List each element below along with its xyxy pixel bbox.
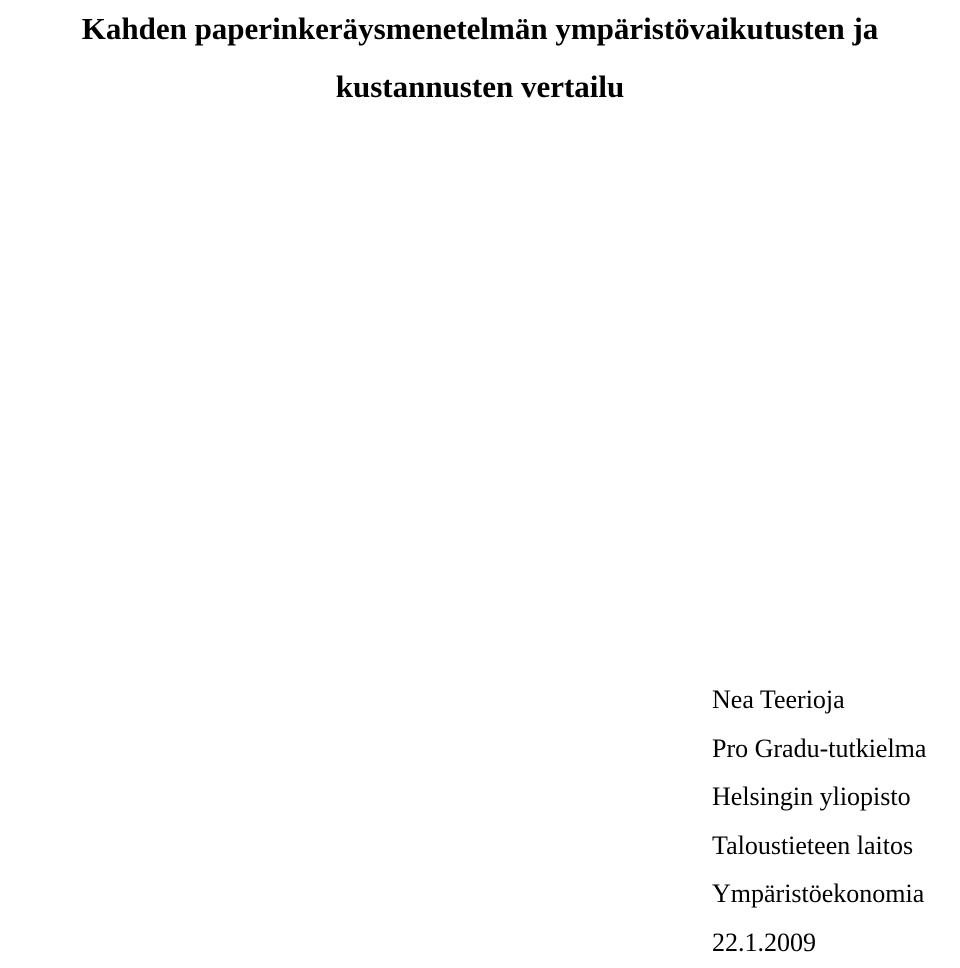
university-name: Helsingin yliopisto: [712, 782, 911, 812]
document-date: 22.1.2009: [712, 927, 816, 957]
author-info-block: [712, 676, 926, 968]
title-line-2: kustannusten vertailu: [335, 69, 625, 104]
department-name: Taloustieteen laitos: [712, 830, 914, 860]
field-of-study: Ympäristöekonomia: [712, 879, 925, 909]
document-title: [0, 0, 960, 116]
author-name: Nea Teerioja: [712, 685, 845, 714]
title-line-1: Kahden paperinkeräysmenetelmän ympäristövaikutusten ja: [81, 11, 879, 46]
thesis-type: Pro Gradu-tutkielma: [712, 733, 927, 763]
